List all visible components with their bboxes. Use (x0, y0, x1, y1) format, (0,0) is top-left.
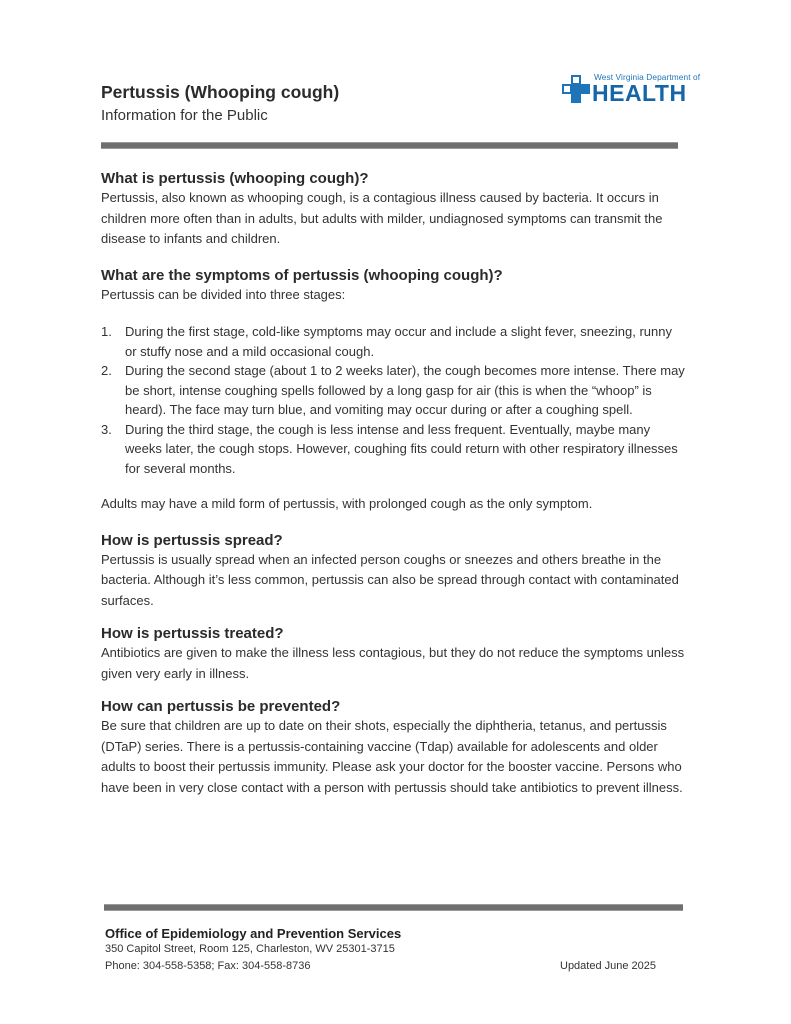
stages-list (101, 322, 685, 478)
footer-divider (104, 904, 683, 911)
section-body: Antibiotics are given to make the illness less contagious, but they do not reduce the symptoms unless given very early in illness. (101, 645, 685, 681)
wv-health-logo (562, 72, 704, 104)
health-cross-icon (562, 75, 592, 103)
section-symptoms (101, 267, 685, 515)
list-item (101, 361, 685, 420)
section-intro: Pertussis can be divided into three stages: (101, 286, 346, 302)
section-body: Pertussis is usually spread when an infected person coughs or sneezes and others breathe in the bacteria. Although it’s less common, pertussis can also be spread through contact with contaminated surfaces. (101, 551, 679, 608)
list-text: During the second stage (about 1 to 2 weeks later), the cough becomes more intense. There may be short, intense coughing spells followed by a long gasp for air (this is when the “whoop” is heard). The face may turn blue, and vomiting may occur during or after a coughing spell. (125, 363, 685, 417)
office-phone: Phone: 304-558-5358; Fax: 304-558-8736 (105, 960, 311, 972)
adults-note: Adults may have a mild form of pertussis, with prolonged cough as the only symptom. (101, 496, 593, 511)
list-number: 1. (101, 324, 112, 339)
office-address: 350 Capitol Street, Room 125, Charleston, WV 25301-3715 (105, 943, 395, 955)
section-heading: What is pertussis (whooping cough)? (101, 170, 369, 187)
section-spread (101, 532, 685, 612)
section-prevented (101, 698, 685, 798)
list-number: 2. (101, 363, 112, 378)
page-subtitle: Information for the Public (101, 107, 268, 124)
list-text: During the third stage, the cough is less intense and less frequent. Eventually, maybe many weeks later, the cough stops. However, coughing fits could return with other respiratory illnesses for several months. (125, 421, 678, 476)
section-heading: What are the symptoms of pertussis (whooping cough)? (101, 266, 503, 284)
logo-health-text: HEALTH (592, 80, 687, 106)
section-body: Be sure that children are up to date on their shots, especially the diphtheria, tetanus, and pertussis (DTaP) series. There is a pertussis-containing vaccine (Tdap) available for adolescents and older adults to boost their pertussis immunity. Please ask your doctor for the booster vaccine. Persons who have been in very close contact with a person with pertussis should take antibiotics to prevent illness. (101, 718, 683, 795)
updated-date: Updated June 2025 (560, 960, 657, 972)
section-treated (101, 625, 685, 684)
section-heading: How can pertussis be prevented? (101, 698, 341, 715)
section-body: Pertussis, also known as whooping cough, is a contagious illness caused by bacteria. It occurs in children more often than in adults, but adults with milder, undiagnosed symptoms can transmit the disease to infants and children. (101, 190, 663, 246)
header-divider (101, 142, 678, 149)
list-item (101, 420, 685, 479)
section-heading: How is pertussis treated? (101, 625, 284, 642)
main-content (101, 170, 685, 798)
office-name: Office of Epidemiology and Prevention Services (105, 926, 402, 941)
list-text: During the first stage, cold-like symptoms may occur and include a slight fever, sneezing, runny or stuffy nose and a mild occasional cough. (125, 324, 672, 359)
section-heading: How is pertussis spread? (101, 531, 283, 549)
list-number: 3. (101, 421, 112, 437)
page-title: Pertussis (Whooping cough) (101, 82, 340, 102)
section-what-is (101, 170, 685, 250)
list-item (101, 322, 685, 361)
logo-department-text: West Virginia Department of (594, 72, 701, 82)
